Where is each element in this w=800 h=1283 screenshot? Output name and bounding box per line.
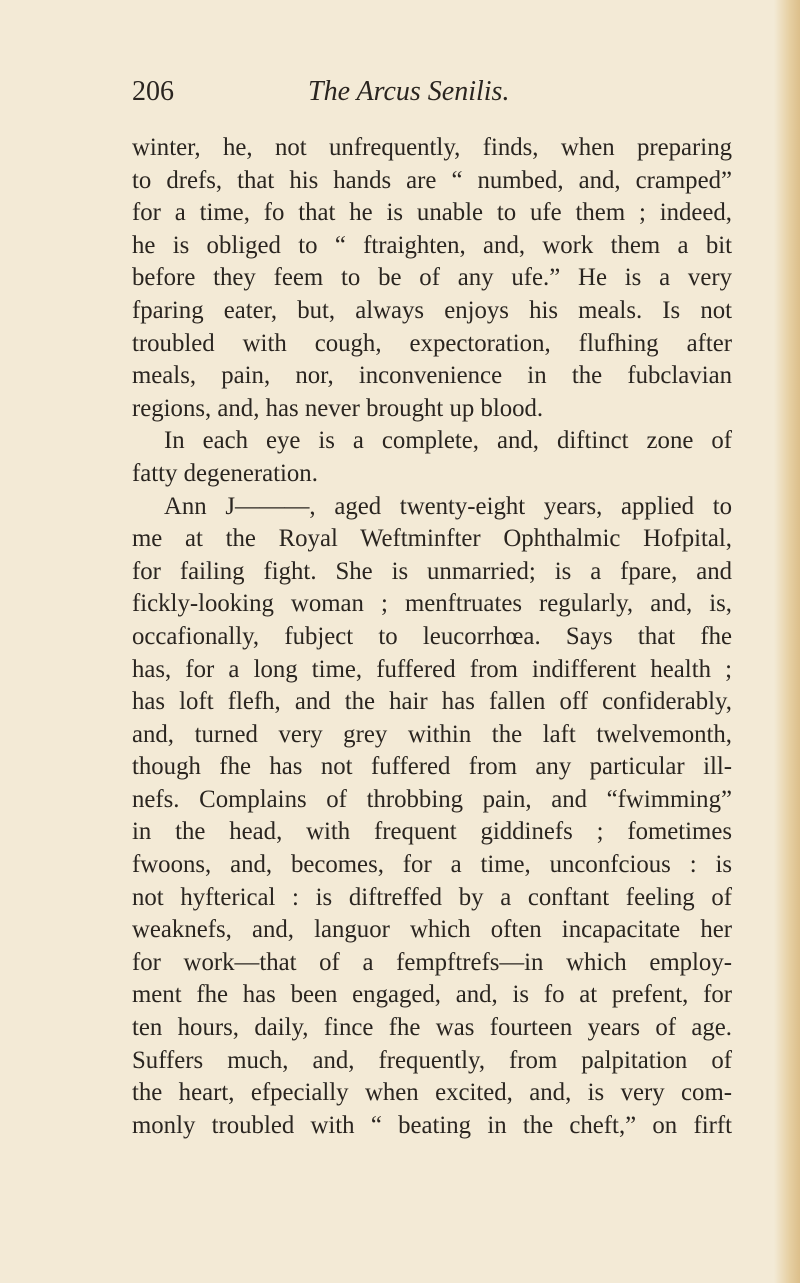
text-line: for a time, fo that he is unable to ufe them ; indeed, [132,199,732,227]
text-line: has, for a long time, fuffered from indifferent health ; [132,655,732,683]
text-line: meals, pain, nor, inconvenience in the fubclavian [132,362,732,390]
text-line: nefs. Complains of throbbing pain, and “fwimming” [132,785,732,813]
text-line: occafionally, fubject to leucorrhœa. Says that fhe [132,622,732,650]
page-edge-shadow [774,0,800,1283]
text-line: monly troubled with “ beating in the cheft,” on firft [132,1111,732,1139]
text-line: for work—that of a fempftrefs—in which employ- [132,948,732,976]
running-title: The Arcus Senilis. [308,76,510,107]
text-line: not hyfterical : is diftreffed by a conftant feeling of [132,883,732,911]
text-line: and, turned very grey within the laft twelvemonth, [132,720,732,748]
text-line: Suffers much, and, frequently, from palpitation of [132,1046,732,1074]
text-line: Ann J———, aged twenty-eight years, applied to [164,492,732,520]
text-line: winter, he, not unfrequently, finds, when preparing [132,134,732,161]
text-line: to drefs, that his hands are “ numbed, and, cramped” [132,166,732,194]
text-line: in the head, with frequent giddinefs ; fometimes [132,818,732,846]
text-line: for failing fight. She is unmarried; is a fpare, and [132,557,732,585]
text-line: me at the Royal Weftminfter Ophthalmic Hofpital, [132,525,732,553]
text-line: the heart, efpecially when excited, and, is very com- [132,1079,732,1107]
text-line: ment fhe has been engaged, and, is fo at prefent, for [132,981,732,1009]
body-text [132,132,732,1142]
page-number: 206 [132,76,174,107]
text-line: weaknefs, and, languor which often incapacitate her [132,916,732,944]
page-header [132,72,732,112]
book-page [132,72,732,1142]
text-line: fickly-looking woman ; menftruates regularly, and, is, [132,590,732,618]
text-line: has loft flefh, and the hair has fallen off confiderably, [132,688,732,716]
text-line: though fhe has not fuffered from any particular ill- [132,753,732,781]
text-line: fwoons, and, becomes, for a time, unconfcious : is [132,851,732,879]
text-line: he is obliged to “ ftraighten, and, work them a bit [132,231,732,259]
text-line: In each eye is a complete, and, diftinct zone of [164,427,732,455]
text-line: fparing eater, but, always enjoys his meals. Is not [132,296,732,324]
text-line: ten hours, daily, fince fhe was fourteen years of age. [132,1014,732,1042]
text-line: troubled with cough, expectoration, flufhing after [132,329,732,357]
text-line: regions, and, has never brought up blood. [132,394,544,422]
text-line: before they feem to be of any ufe.” He is a very [132,264,732,292]
text-line: fatty degeneration. [132,459,318,487]
